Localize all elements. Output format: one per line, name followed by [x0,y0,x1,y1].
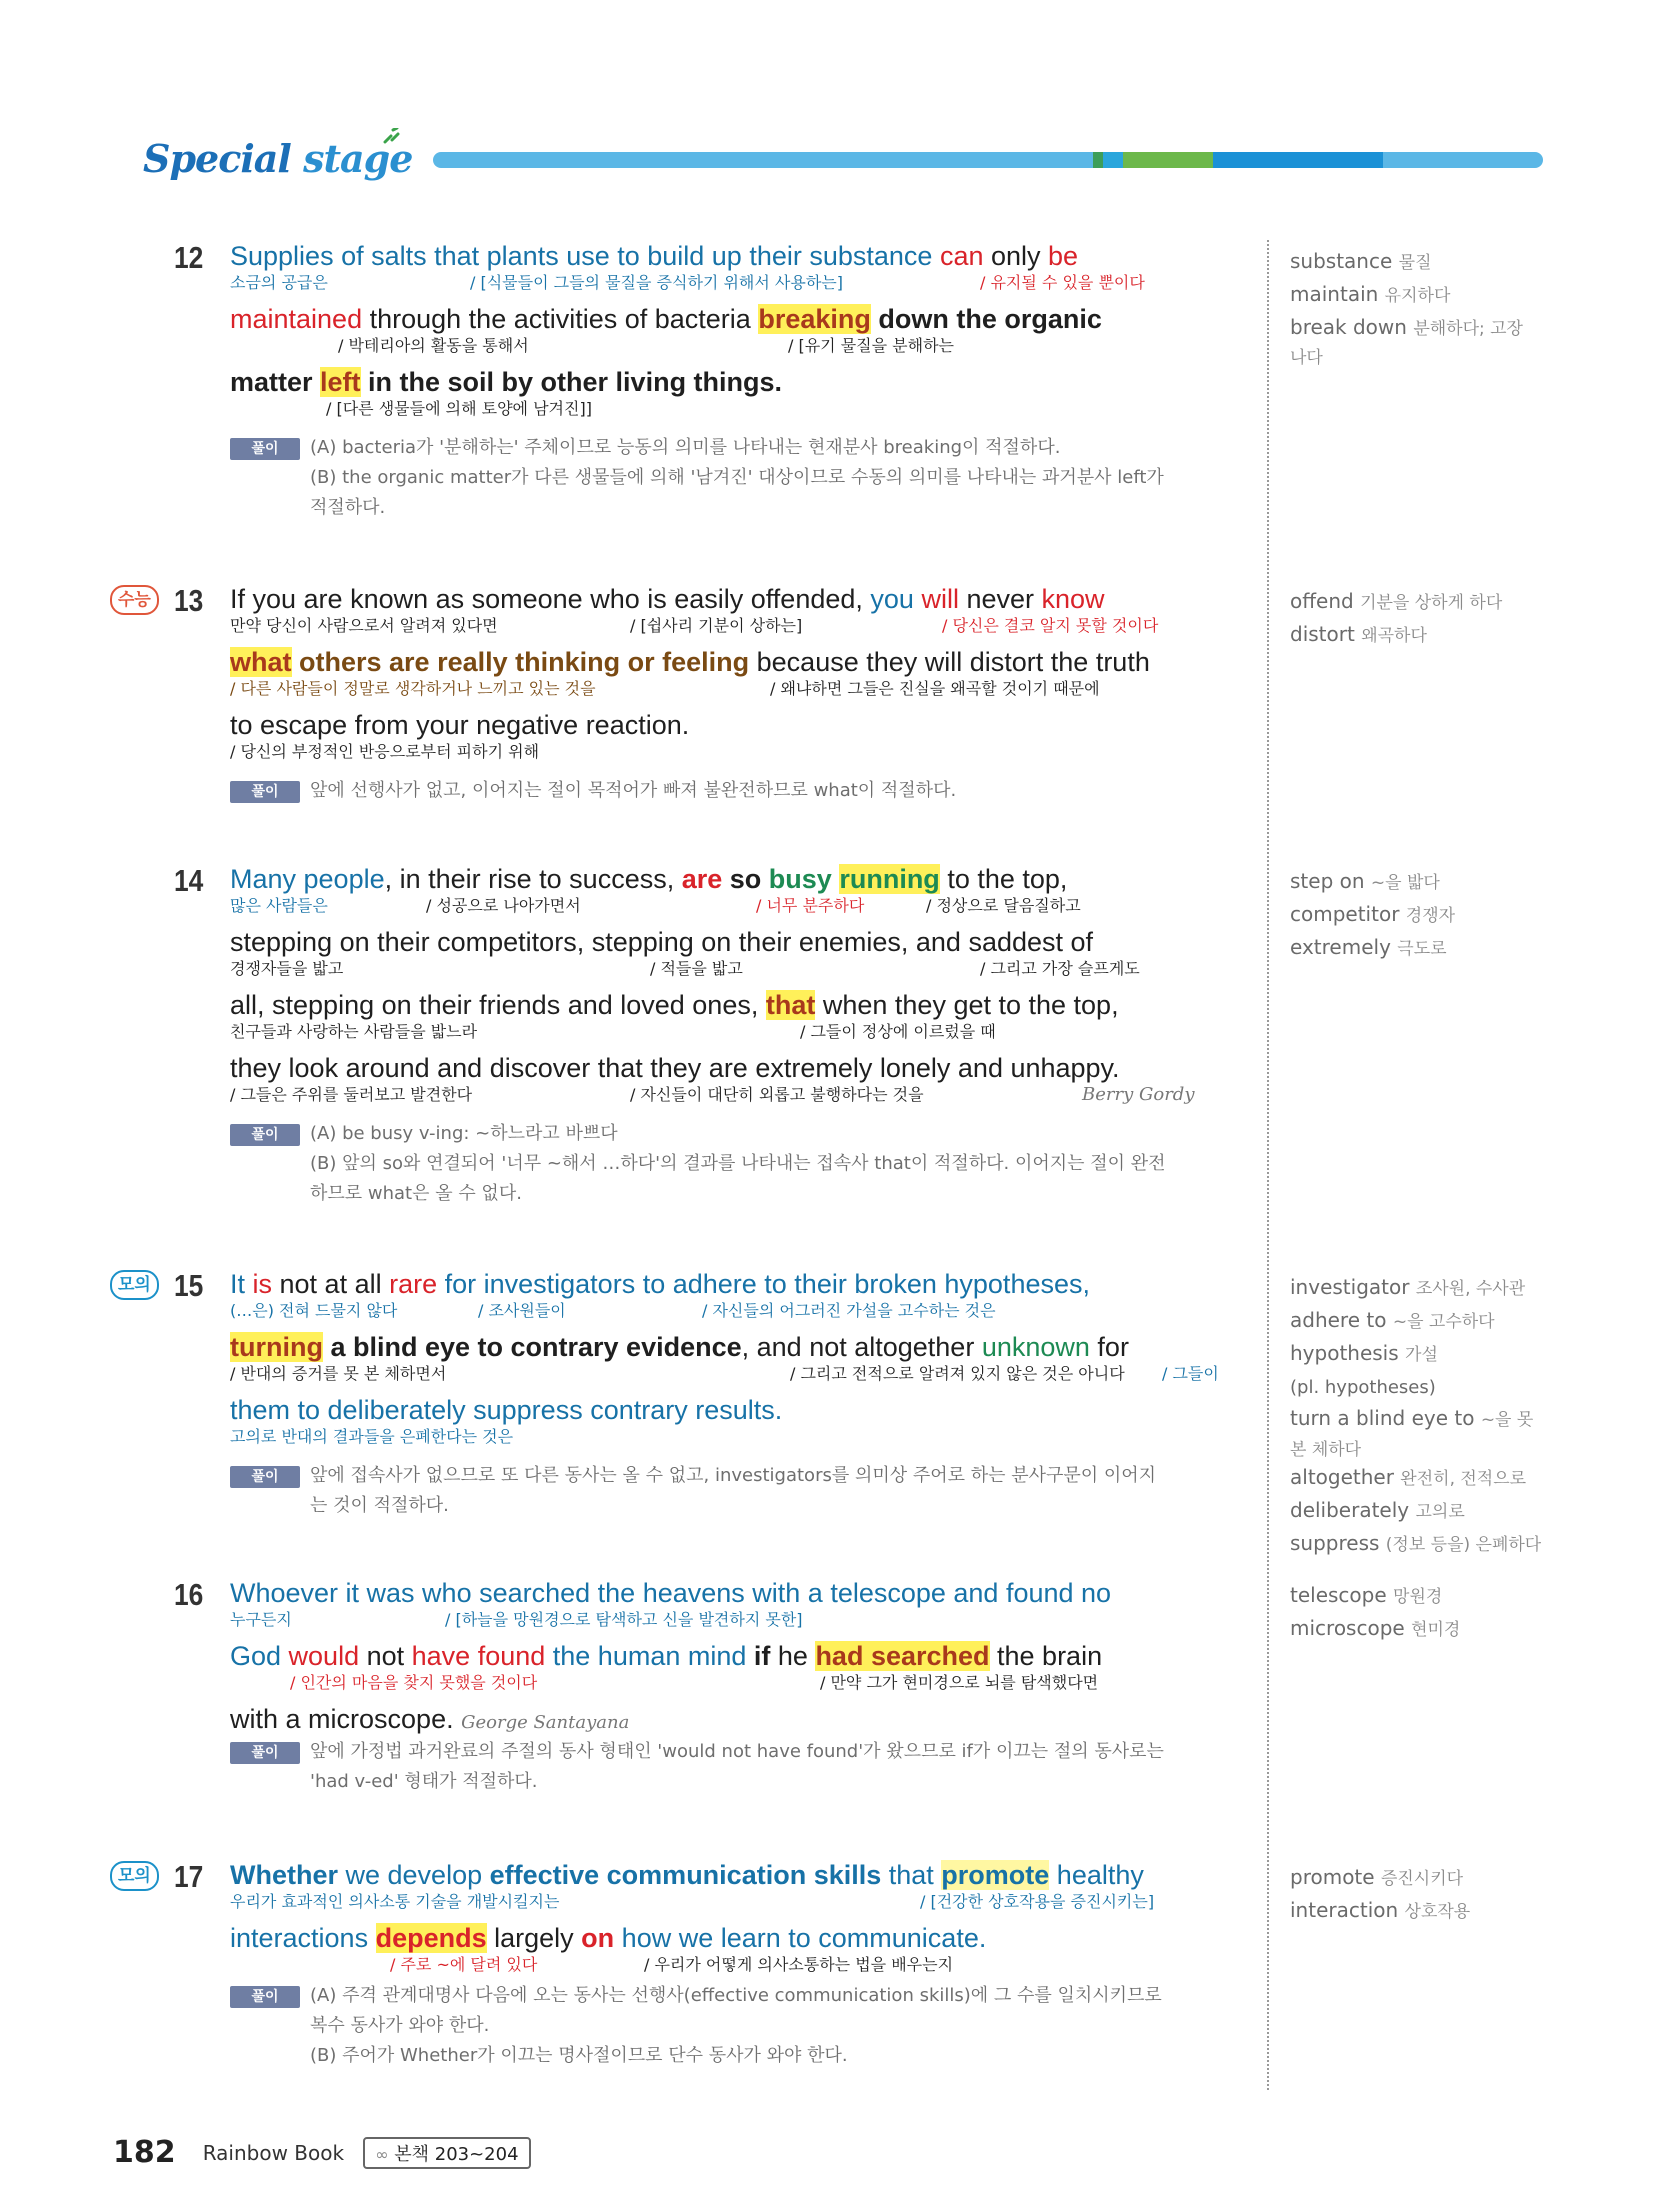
vocab-entry [1290,1403,1550,1436]
page-number: 182 [113,2135,176,2170]
vocab-meaning: ~을 고수하다 [1392,1312,1495,1332]
phrase: be [1048,241,1079,271]
item-number: 13 [174,583,204,618]
vocab-meaning: 분해하다; 고장 [1413,319,1523,339]
vocab-meaning: 유지하다 [1384,286,1451,306]
translation: 만약 당신이 사람으로서 알려져 있다면 [230,616,498,635]
translation: / 자신들이 대단히 외롭고 불행하다는 것을 [630,1085,924,1104]
explanation-text: 앞에 선행사가 없고, 이어지는 절이 목적어가 빠져 불완전하므로 what이 적절하다. [310,780,957,801]
page-header [143,130,1543,200]
vocab-entry [1290,312,1550,345]
explanation-label: 풀이 [230,781,300,803]
translation-line [230,959,1230,989]
vocab-list-17 [1290,1862,1550,1928]
vocab-entry [1290,932,1550,965]
link-icon: ∞ [375,2144,389,2164]
translation: / 성공으로 나아가면서 [426,896,581,915]
vocab-list-16 [1290,1580,1550,1646]
phrase: healthy [1049,1860,1144,1890]
explanation-text: (B) the organic matter가 다른 생물들에 의해 '남겨진' 대상이므로 수동의 의미를 나타내는 과거분사 left가 [310,467,1164,488]
textbook-reference [363,2137,530,2169]
explanation [230,1461,1230,1521]
explanation-label: 풀이 [230,1986,300,2008]
item-body [230,583,1230,806]
phrase: have found [411,1641,546,1671]
vocab-list-12 [1290,246,1550,369]
phrase: to the top, [939,864,1068,894]
phrase: will [921,584,959,614]
phrase: a blind eye to contrary evidence [322,1332,742,1362]
vocab-entry [1290,899,1550,932]
phrase: not at all [272,1269,390,1299]
translation: / 자신들의 어그러진 가설을 고수하는 것은 [702,1301,996,1320]
logo-text-2: stage [303,136,413,181]
answer-a: running [839,864,940,894]
phrase: Many people [230,864,385,894]
exam-tag: 모의 [110,1270,159,1300]
phrase: how we learn to communicate. [614,1923,987,1953]
translation-line [230,896,1230,926]
phrase: on [581,1923,615,1953]
vocab-meaning: 경쟁자 [1405,906,1456,926]
book-title: Rainbow Book [202,2140,345,2165]
sentence-line [230,303,1230,336]
phrase: for investigators to adhere to their broken hypotheses, [437,1269,1090,1299]
phrase: only [983,241,1049,271]
sentence-line [230,1331,1230,1364]
vocab-entry [1290,619,1550,652]
vocab-word: telescope [1290,1583,1387,1607]
explanation-text: (B) 앞의 so와 연결되어 '너무 ~해서 …하다'의 결과를 나타내는 접속사 that이 적절하다. 이어지는 절이 완전 [310,1153,1166,1174]
vocab-entry [1290,866,1550,899]
column-divider [1267,240,1269,2090]
phrase: through the activities of bacteria [362,304,759,334]
sentence-line [230,709,1230,742]
translation: / 반대의 증거를 못 본 체하면서 [230,1364,447,1383]
vocab-entry [1290,1580,1550,1613]
phrase: the human mind [545,1641,754,1671]
vocab-meaning: 가설 [1405,1345,1438,1365]
phrase: effective communication skills [489,1860,882,1890]
explanation [230,433,1230,523]
phrase: with a microscope. [230,1704,454,1734]
translation: / 주로 ~에 달려 있다 [390,1955,538,1974]
sentence-line [230,863,1230,896]
vocab-entry [1290,586,1550,619]
answer-b: that [765,990,816,1020]
vocab-entry [1290,1272,1550,1305]
vocab-list-15 [1290,1272,1550,1561]
translation: / 인간의 마음을 찾지 못했을 것이다 [290,1673,538,1692]
translation: / 정상으로 달음질하고 [926,896,1081,915]
explanation-label: 풀이 [230,1124,300,1146]
phrase: they look around and discover that they are extremely lonely and unhappy. [230,1053,1120,1083]
translation-line [230,742,1230,772]
phrase: not [359,1641,412,1671]
answer-a: breaking [758,304,871,334]
phrase [368,1923,376,1953]
sentence-line [230,1394,1230,1427]
phrase: when they get to the top, [815,990,1119,1020]
vocab-word: deliberately [1290,1498,1410,1522]
vocab-meaning: 망원경 [1393,1587,1443,1607]
translation: / 너무 분주하다 [756,896,865,915]
phrase: all, stepping on their friends and loved ones, [230,990,766,1020]
answer-b: depends [375,1923,487,1953]
item-body [230,863,1230,1209]
phrase: would [288,1641,360,1671]
vocab-word: hypothesis [1290,1341,1399,1365]
vocab-list-13 [1290,586,1550,652]
translation: / [건강한 상호작용을 증진시키는] [920,1892,1155,1911]
translation: / 그들이 정상에 이르렀을 때 [800,1022,996,1041]
phrase: you [870,584,914,614]
explanation-text: (A) 주격 관계대명사 다음에 오는 동사는 선행사(effective communication skills)에 그 수를 일치시키므로 [310,1985,1162,2006]
phrase: , and not altogether [741,1332,982,1362]
phrase: unknown [981,1332,1090,1362]
phrase: Supplies of salts that plants use to build up their substance [230,241,940,271]
explanation-text: (B) 주어가 Whether가 이끄는 명사절이므로 단수 동사가 와야 한다. [310,2045,848,2066]
translation-line [230,1301,1230,1331]
special-stage-logo [143,136,412,181]
phrase: God [230,1641,289,1671]
sentence-line [230,926,1230,959]
translation: (…은) 전혀 드물지 않다 [230,1301,398,1320]
translation: 누구든지 [230,1610,292,1629]
translation: / 박테리아의 활동을 통해서 [338,336,529,355]
vocab-word: suppress [1290,1531,1380,1555]
vocab-meaning: (정보 등을) 은폐하다 [1385,1535,1542,1555]
vocab-entry [1290,1895,1550,1928]
phrase: matter [230,367,321,397]
phrase: know [1041,584,1105,614]
translation: / [다른 생물들에 의해 토양에 남겨진]] [326,399,592,418]
phrase: busy [768,864,832,894]
vocab-meaning: ~을 밟다 [1370,873,1440,893]
phrase: in the soil by other living things. [360,367,783,397]
phrase: we develop [338,1860,490,1890]
phrase: , in their rise to success, [384,864,682,894]
phrase: interactions [230,1923,369,1953]
translation: / 왜냐하면 그들은 진실을 왜곡할 것이기 때문에 [770,679,1100,698]
vocab-word: extremely [1290,935,1391,959]
phrase: is [252,1269,273,1299]
answer-turning: turning [230,1332,323,1362]
translation-line [230,1085,1230,1115]
phrase: Whoever it was who searched the heavens with a telescope and found no [230,1578,1112,1608]
sentence-line [230,1703,1230,1739]
phrase: largely [486,1923,582,1953]
phrase: for [1089,1332,1129,1362]
translation: / [식물들이 그들의 물질을 증식하기 위해서 사용하는] [470,273,843,292]
translation: / 적들을 밟고 [650,959,743,978]
sentence-line [230,1577,1230,1610]
vocab-meaning: 기분을 상하게 하다 [1360,593,1503,613]
translation-line [230,1610,1230,1640]
vocab-entry [1290,1462,1550,1495]
item-number: 14 [174,863,204,898]
translation: / 유지될 수 있을 뿐이다 [980,273,1145,292]
vocab-meaning: 조사원, 수사관 [1415,1279,1526,1299]
sentence-line [230,1922,1230,1955]
vocab-entry [1290,1371,1550,1403]
translation: 많은 사람들은 [230,896,328,915]
translation: / 그리고 전적으로 알려져 있지 않은 것은 아니다 [790,1364,1125,1383]
translation-line [230,273,1230,303]
phrase: the brain [989,1641,1103,1671]
phrase: can [939,241,984,271]
translation: / 당신은 결코 알지 못할 것이다 [942,616,1159,635]
vocab-meaning: 현미경 [1411,1620,1461,1640]
phrase: if [753,1641,771,1671]
vocab-word: microscope [1290,1616,1405,1640]
exam-tag: 모의 [110,1861,159,1891]
translation-line [230,399,1230,429]
vocab-note: (pl. hypotheses) [1290,1377,1436,1398]
vocab-word: adhere to [1290,1308,1387,1332]
phrase: others are really thinking or feeling [291,647,750,677]
sentence-line [230,240,1230,273]
sparkle-icon [383,128,401,146]
translation: 경쟁자들을 밟고 [230,959,344,978]
phrase: he [770,1641,816,1671]
vocab-entry [1290,1862,1550,1895]
answer-a: promote [941,1860,1050,1890]
sentence-line [230,583,1230,616]
vocab-entry [1290,1613,1550,1646]
vocab-word: distort [1290,622,1355,646]
item-number: 16 [174,1577,204,1612]
explanation-text: 적절하다. [310,497,386,518]
sentence-line [230,989,1230,1022]
vocab-word: maintain [1290,282,1379,306]
phrase: stepping on their competitors, stepping on their enemies, and saddest of [230,927,1094,957]
explanation-text: 는 것이 적절하다. [310,1495,449,1516]
translation-line [230,1892,1230,1922]
translation-line [230,336,1230,366]
page-footer [113,2135,531,2175]
translation: / 그들이 [1162,1364,1219,1383]
translation: 우리가 효과적인 의사소통 기술을 개발시킬지는 [230,1892,560,1911]
logo-text-1: Special [143,136,304,181]
vocab-entry [1290,1305,1550,1338]
quote-author: Berry Gordy [1082,1084,1195,1105]
translation-line [230,1364,1230,1394]
item-body [230,1859,1230,2071]
translation: / 만약 그가 현미경으로 뇌를 탐색했다면 [820,1673,1099,1692]
phrase: down the organic [870,304,1102,334]
vocab-word: promote [1290,1865,1375,1889]
translation: / 조사원들이 [478,1301,566,1320]
phrase: If you are known as someone who is easily offended, [230,584,871,614]
explanation [230,1119,1230,1209]
item-body [230,1268,1230,1521]
sentence-line [230,366,1230,399]
vocab-meaning: 나다 [1290,348,1323,368]
answer-what: what [230,647,292,677]
translation: / [쉽사리 기분이 상하는] [630,616,803,635]
phrase: rare [389,1269,438,1299]
vocab-word: altogether [1290,1465,1394,1489]
vocab-word: break down [1290,315,1407,339]
vocab-meaning: 증진시키다 [1380,1869,1464,1889]
answer-b: left [320,367,361,397]
explanation-label: 풀이 [230,1742,300,1764]
vocab-meaning: 상호작용 [1404,1902,1471,1922]
explanation [230,1737,1230,1797]
translation-line [230,1022,1230,1052]
item-body [230,240,1230,523]
vocab-meaning: 본 체하다 [1290,1440,1362,1460]
sentence-line [230,1859,1230,1892]
vocab-entry [1290,1436,1550,1462]
item-body [230,1577,1230,1797]
explanation [230,776,1230,806]
translation: / 다른 사람들이 정말로 생각하거나 느끼고 있는 것을 [230,679,596,698]
explanation [230,1981,1230,2071]
vocab-entry [1290,1338,1550,1371]
item-number: 17 [174,1859,204,1894]
translation-line [230,1673,1230,1703]
phrase: them to deliberately suppress contrary results. [230,1395,783,1425]
vocab-word: offend [1290,589,1354,613]
vocab-meaning: 물질 [1398,253,1432,273]
phrase: because they will distort the truth [749,647,1150,677]
phrase: are [681,864,723,894]
quote-author: George Santayana [461,1712,630,1733]
vocab-meaning: ~을 못 [1480,1410,1534,1430]
header-progress-bar [433,152,1543,168]
explanation-text: 복수 동사가 와야 한다. [310,2015,490,2036]
sentence-line [230,1640,1230,1673]
phrase: that [881,1860,942,1890]
vocab-list-14 [1290,866,1550,965]
vocab-entry [1290,1528,1550,1561]
translation-line [230,679,1230,709]
phrase: maintained [230,304,363,334]
vocab-word: competitor [1290,902,1400,926]
exam-tag: 수능 [110,585,159,615]
sentence-line [230,1268,1230,1301]
explanation-label: 풀이 [230,438,300,460]
translation-line [230,1427,1230,1457]
phrase: It [230,1269,253,1299]
explanation-label: 풀이 [230,1466,300,1488]
phrase: so [722,864,769,894]
explanation-text: 앞에 가정법 과거완료의 주절의 동사 형태인 'would not have found'가 왔으므로 if가 이끄는 절의 동사로는 [310,1741,1164,1762]
translation: / 당신의 부정적인 반응으로부터 피하기 위해 [230,742,540,761]
vocab-meaning: 왜곡하다 [1361,626,1427,646]
vocab-meaning: 고의로 [1415,1502,1465,1522]
phrase: Whether [230,1860,338,1890]
explanation-text: (A) be busy v-ing: ~하느라고 바쁘다 [310,1123,618,1144]
item-number: 15 [174,1268,204,1303]
explanation-text: (A) bacteria가 '분해하는' 주체이므로 능동의 의미를 나타내는 현재분사 breaking이 적절하다. [310,437,1061,458]
vocab-word: interaction [1290,1898,1399,1922]
vocab-entry [1290,345,1550,369]
translation-line [230,616,1230,646]
vocab-meaning: 완전히, 전적으로 [1400,1469,1527,1489]
translation: 고의로 반대의 결과들을 은폐한다는 것은 [230,1427,514,1446]
translation: / 우리가 어떻게 의사소통하는 법을 배우는지 [644,1955,954,1974]
item-number: 12 [174,240,204,275]
vocab-entry [1290,279,1550,312]
sentence-line [230,1052,1230,1085]
sentence-line [230,646,1230,679]
vocab-entry [1290,1495,1550,1528]
vocab-word: turn a blind eye to [1290,1406,1475,1430]
vocab-word: investigator [1290,1275,1410,1299]
translation: / [하늘을 망원경으로 탐색하고 신을 발견하지 못한] [445,1610,803,1629]
vocab-meaning: 극도로 [1397,939,1447,959]
phrase: never [958,584,1042,614]
explanation-text: 'had v-ed' 형태가 적절하다. [310,1771,538,1792]
translation: 소금의 공급은 [230,273,328,292]
explanation-text: 하므로 what은 올 수 없다. [310,1183,522,1204]
phrase: to escape from your negative reaction. [230,710,690,740]
explanation-text: 앞에 접속사가 없으므로 또 다른 동사는 올 수 없고, investigators를 의미상 주어로 하는 분사구문이 이어지 [310,1465,1157,1486]
answer-had-searched: had searched [815,1641,990,1671]
vocab-entry [1290,246,1550,279]
translation: / 그리고 가장 슬프게도 [980,959,1140,978]
translation: 친구들과 사랑하는 사람들을 밟느라 [230,1022,478,1041]
reference-text: 본책 203~204 [394,2143,519,2165]
vocab-word: step on [1290,869,1365,893]
vocab-word: substance [1290,249,1393,273]
translation: / 그들은 주위를 둘러보고 발견한다 [230,1085,473,1104]
translation: / [유기 물질을 분해하는 [788,336,954,355]
